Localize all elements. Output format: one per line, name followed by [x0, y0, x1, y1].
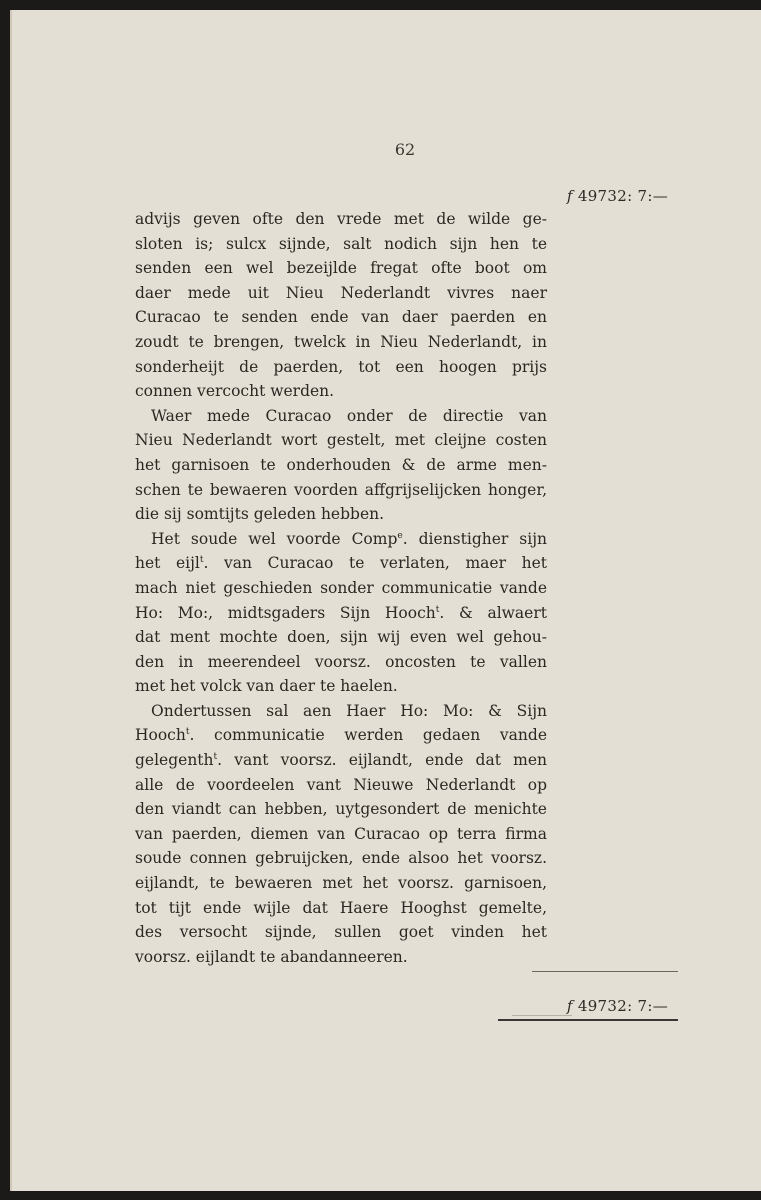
superscript: t: [435, 604, 440, 615]
text-segment: Ho: Mo:, midtsgaders Sijn Hooch: [135, 603, 436, 622]
text-line: van paerden, diemen van Curacao op terra firma: [135, 824, 547, 843]
paragraph: [135, 207, 547, 404]
sum-total-amount: 49732: 7:—: [577, 997, 668, 1015]
superscript: e: [397, 530, 403, 541]
text-line: daer mede uit Nieu Nederlandt vivres naer: [135, 283, 547, 302]
text-segment: . van Curacao te verlaten, maer het: [203, 554, 547, 573]
total-rule-top: [532, 971, 678, 972]
text-segment: . vant voorsz. eijlandt, ende dat men: [217, 751, 547, 770]
text-line: eijlandt, te bewaeren met het voorsz. garnisoen,: [135, 874, 547, 893]
text-line: met het volck van daer te haelen.: [135, 677, 398, 696]
text-line: [135, 723, 547, 748]
text-line: [135, 601, 547, 626]
text-segment: . communicatie werden gedaen vande: [189, 726, 547, 745]
text-line: [135, 748, 547, 773]
text-line: mach niet geschieden sonder communicatie vande: [135, 578, 547, 597]
superscript: t: [199, 555, 204, 566]
text-line: het garnisoen te onderhouden & de arme men-: [135, 455, 547, 474]
text-segment: Het soude wel voorde Comp: [151, 529, 398, 548]
text-line: senden een wel bezeijlde fregat ofte boot om: [135, 259, 547, 278]
paragraph: [135, 699, 547, 970]
florin-sign: f: [566, 187, 573, 205]
text-line: [135, 527, 547, 552]
body-text: [135, 207, 547, 969]
text-line: soude connen gebruijcken, ende alsoo het voorsz.: [135, 849, 547, 868]
text-line: sonderheijt de paerden, tot een hoogen prijs: [135, 357, 547, 376]
text-line: alle de voordeelen vant Nieuwe Nederlandt op: [135, 775, 547, 794]
paragraph: [135, 404, 547, 527]
total-rule-bottom: [498, 1019, 678, 1021]
text-segment: gelegenth: [135, 751, 214, 770]
text-line: advijs geven ofte den vrede met de wilde ge-: [135, 210, 547, 228]
text-line: schen te bewaeren voorden affgrijselijcken honger,: [135, 480, 547, 499]
text-line: Nieu Nederlandt wort gestelt, met cleijne costen: [135, 431, 547, 450]
superscript: t: [185, 727, 190, 738]
text-line: den in meerendeel voorsz. oncosten te vallen: [135, 652, 547, 671]
sum-total: [567, 997, 668, 1015]
paragraph: [135, 527, 547, 699]
text-line: voorsz. eijlandt te abandanneeren.: [135, 947, 408, 966]
text-line: des versocht sijnde, sullen goet vinden het: [135, 923, 547, 942]
page-number: 62: [394, 140, 416, 159]
text-line: Curacao te senden ende van daer paerden en: [135, 308, 547, 327]
florin-sign: f: [566, 997, 573, 1015]
text-segment: het eijl: [135, 554, 200, 573]
text-segment: . dienstigher sijn: [402, 529, 547, 548]
text-line: Ondertussen sal aen Haer Ho: Mo: & Sijn: [151, 701, 547, 720]
carried-total: [567, 187, 668, 205]
text-line: connen vercocht werden.: [135, 382, 335, 401]
text-segment: . & alwaert: [439, 603, 547, 622]
book-page: [10, 10, 761, 1191]
text-line: den viandt can hebben, uytgesondert de menichte: [135, 800, 547, 819]
carried-total-amount: 49732: 7:—: [577, 187, 668, 205]
text-line: zoudt te brengen, twelck in Nieu Nederlandt, in: [135, 332, 547, 351]
text-line: tot tijt ende wijle dat Haere Hooghst gemelte,: [135, 898, 547, 917]
text-line: [135, 551, 547, 576]
superscript: t: [213, 752, 218, 763]
text-line: sloten is; sulcx sijnde, salt nodich sijn hen te: [135, 234, 547, 253]
faint-rule: [512, 1015, 572, 1016]
text-segment: Hooch: [135, 726, 186, 745]
text-line: die sij somtijts geleden hebben.: [135, 505, 385, 524]
text-line: Waer mede Curacao onder de directie van: [151, 406, 547, 425]
text-line: dat ment mochte doen, sijn wij even wel gehou-: [135, 628, 547, 647]
